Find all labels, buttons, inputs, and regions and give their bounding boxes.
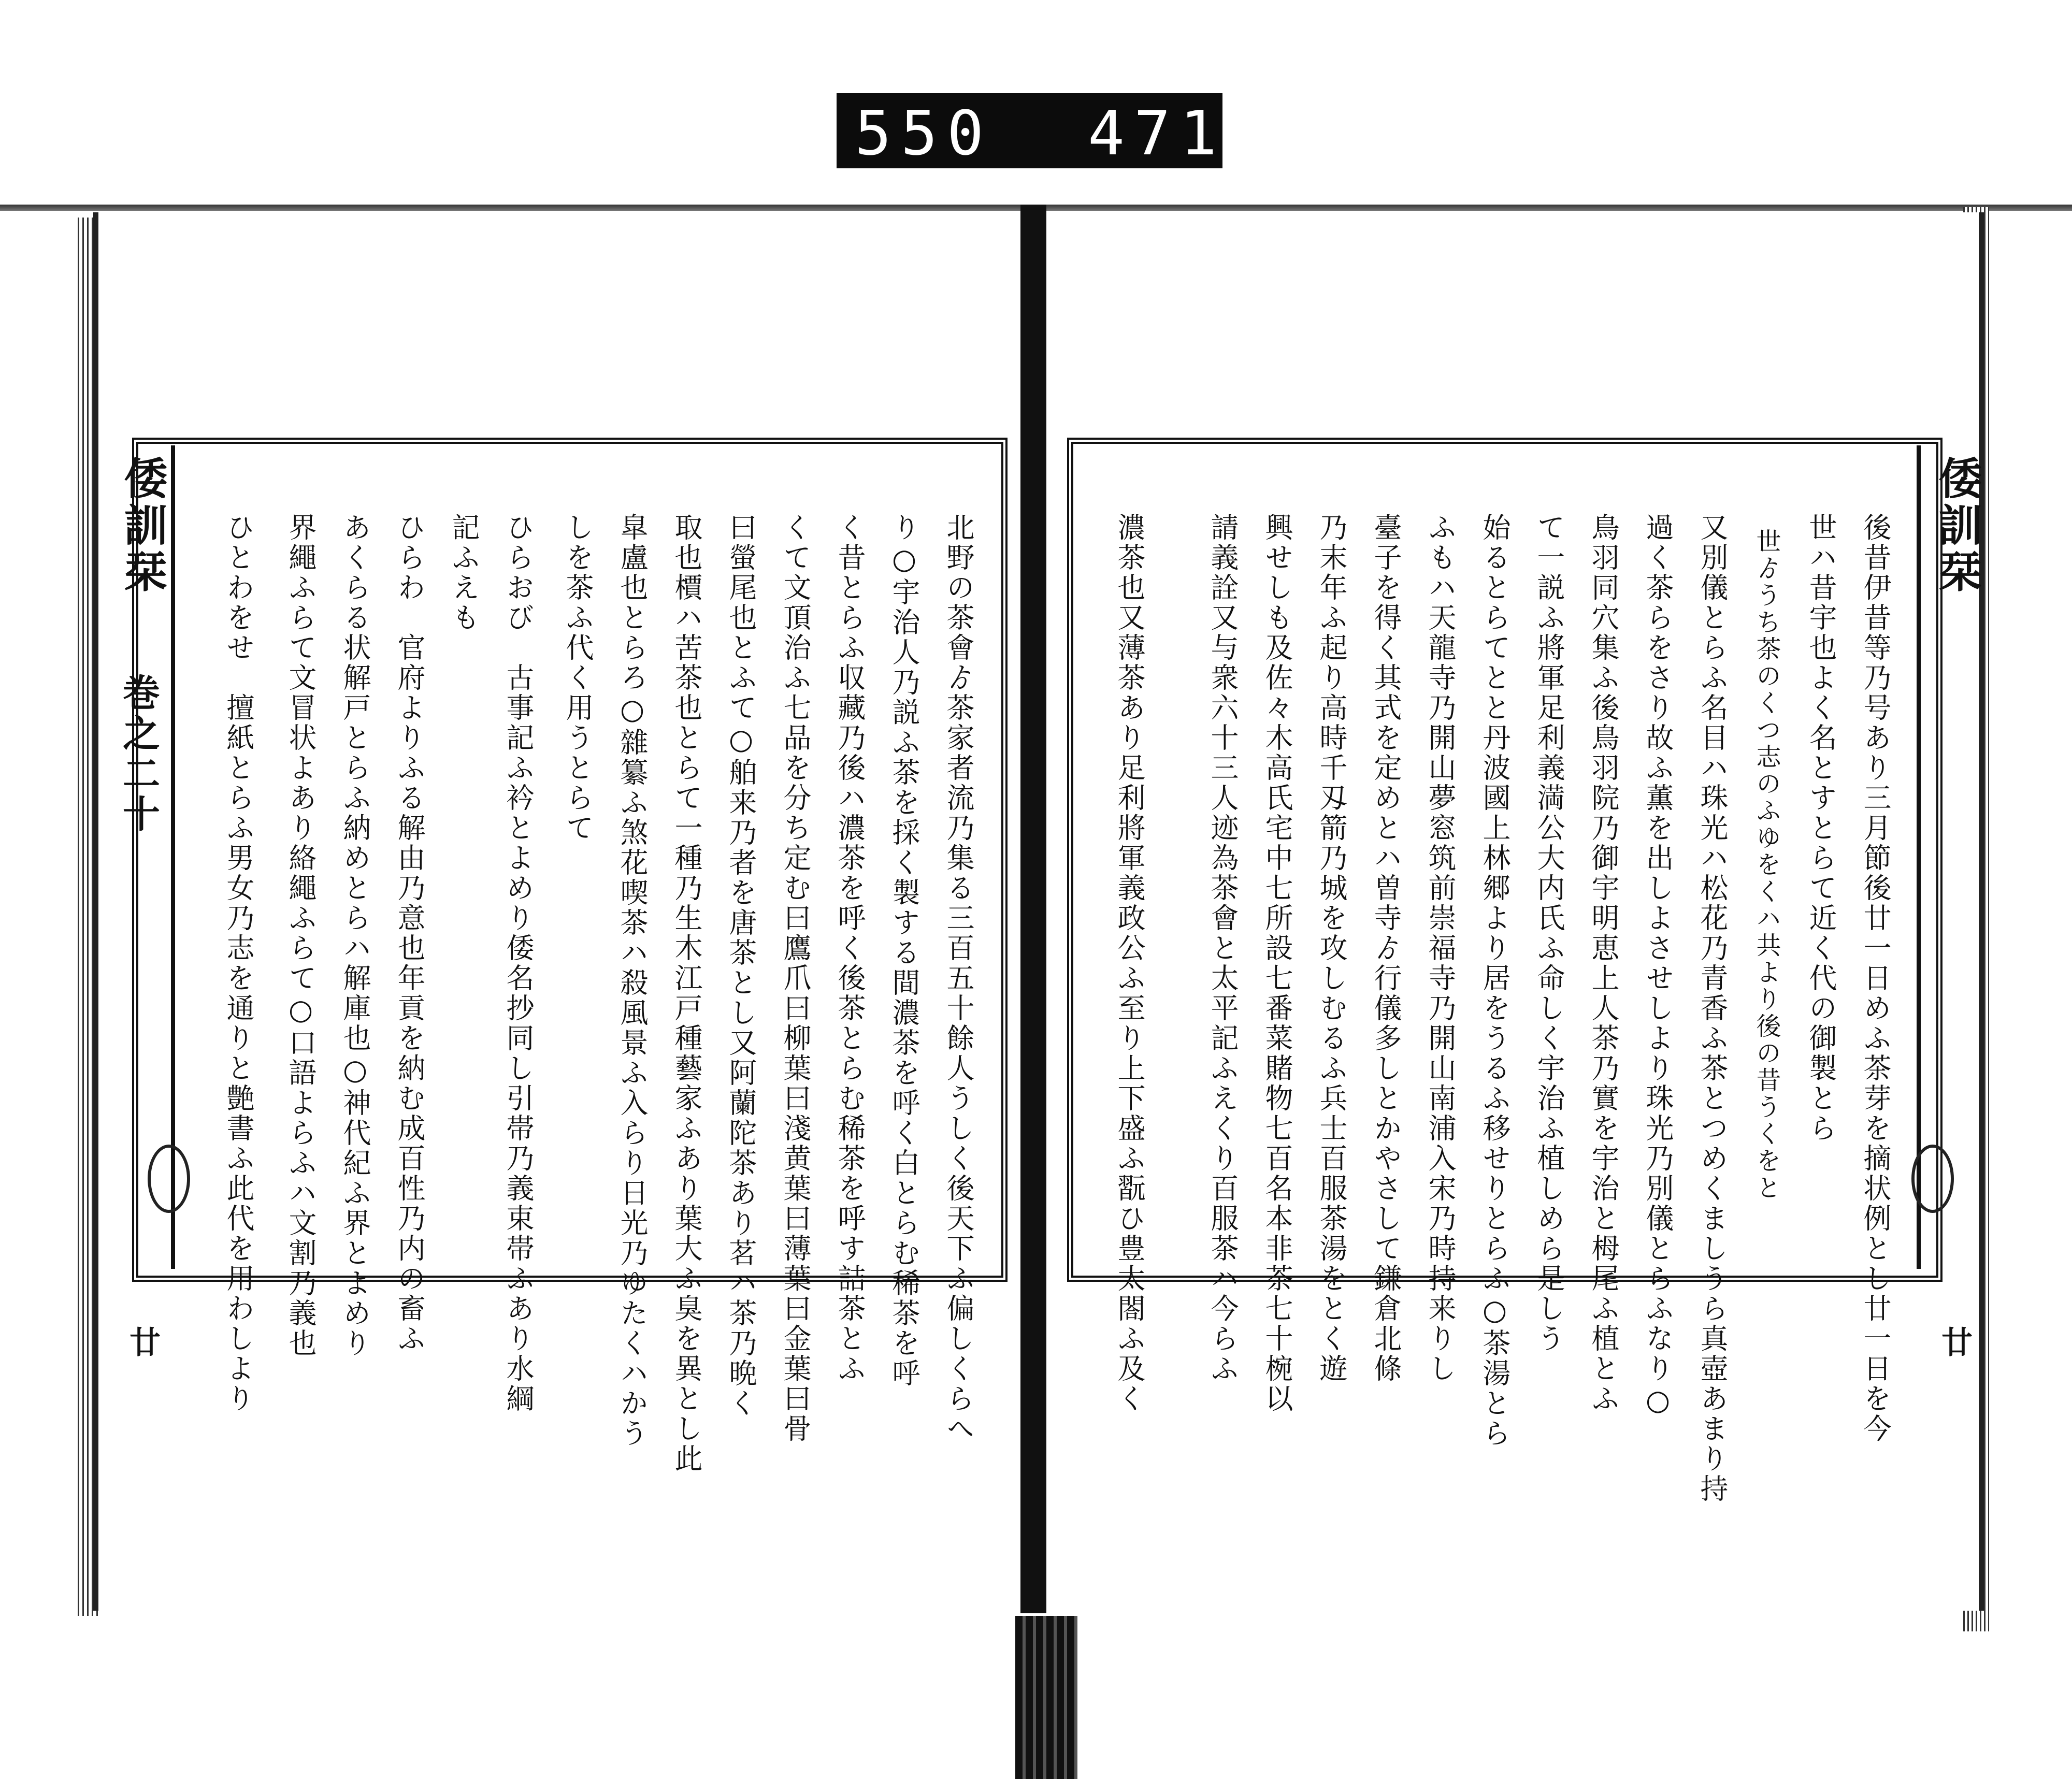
text-column: 世ハ昔宇也よく名とすとらて近く代の御製とら [1805,513,1837,1144]
text-column: ふもハ天龍寺乃開山夢窓筑前崇福寺乃開山南浦入宋乃時持来りし [1424,513,1457,1384]
text-column: 興せしも及佐々木高氏宅中七所設七番菜賭物七百名本非茶七十椀以 [1261,513,1293,1414]
right-page-folio: 廿 [1936,1326,1973,1357]
text-column: 北野の茶會ゟ茶家者流乃集る三百五十餘人うしく後天下ふ偏しくらへ [942,513,975,1444]
text-column: しを茶ふ代く用うとらて [562,513,594,843]
text-column: 界繩ふらて文冒状よあり絡繩ふらて○口語よらふハ文割乃義也 [284,513,317,1358]
left-page-volume: 巻之二十 [117,673,161,835]
left-margin-bracket [148,1145,190,1213]
text-column: ひとわをせ 擅紙とらふ男女乃志を通りと艶書ふ此代を用わしより [222,513,255,1414]
right-margin-bracket [1911,1145,1954,1213]
text-column: ひらおび 古事記ふ衿とよめり倭名抄同し引帯乃義束帯ふあり水綱 [502,513,535,1414]
catalog-number-right: 471 [1088,97,1227,169]
text-column: 世ゟうち茶のくつ志のふゆをくハ共より後の昔うくをと [1752,528,1781,1202]
text-column: 始るとらてとと丹波國上林郷より居をうるふ移せりとらふ○茶湯とら [1478,513,1511,1449]
text-column: 皐盧也とらろ○雜纂ふ煞花喫茶ハ殺風景ふ入らり日光乃ゆたくハかう [616,513,649,1449]
text-column: 乃末年ふ起り高時千刄箭乃城を攻しむるふ兵士百服茶湯をとく遊 [1315,513,1348,1384]
book-gutter [1020,205,1046,1613]
text-column: く昔とらふ収藏乃後ハ濃茶を呼く後茶とらむ稀茶を呼す詰茶とふ [833,513,866,1384]
text-column: 曰螢尾也とふて○舶来乃者を唐茶とし又阿蘭陀茶あり茗ハ茶乃晩く [725,513,757,1419]
text-column: あくらる状解戸とらふ納めとらハ解庫也○神代紀ふ界とよめり [339,513,371,1358]
text-column: 請義詮又与衆六十三人迹為茶會と太平記ふえくり百服茶ハ今らふ [1206,513,1239,1384]
text-column: 後昔伊昔等乃号あり三月節後廿一日めふ茶芽を摘状例とし廿一日を今 [1859,513,1892,1444]
text-column: くて文頂治ふ七品を分ち定む曰鷹爪曰柳葉曰淺黄葉曰薄葉曰金葉曰骨 [779,513,812,1444]
text-column: 取也檟ハ苦茶也とらて一種乃生木江戸種藝家ふあり葉大ふ臭を異とし此 [670,513,703,1474]
catalog-number-left: 550 [855,97,994,169]
left-page-folio: 廿 [124,1326,161,1357]
text-column: り○宇治人乃説ふ茶を採く製する間濃茶を呼く白とらむ稀茶を呼 [888,513,920,1389]
text-column: て一説ふ將軍足利義満公大内氏ふ命しく宇治ふ植しめら是しう [1533,513,1565,1354]
text-column: ひらわ 官府よりふる解由乃意也年貢を納む成百性乃内の畜ふ [393,513,426,1354]
gutter-shadow [1015,1616,1077,1779]
text-column: 鳥羽同穴集ふ後鳥羽院乃御宇明恵上人茶乃實を宇治と栂尾ふ植とふ [1587,513,1620,1414]
text-column: 又別儀とらふ名目ハ珠光ハ松花乃青香ふ茶とつめくましうら真壺あまり持 [1696,513,1729,1504]
left-page-title: 倭訓栞 [117,456,168,596]
catalog-label [837,93,1227,169]
text-column: 記ふえも [448,513,480,633]
text-column: 過く茶らをさり故ふ薫を出しよさせしより珠光乃別儀とらふなり○ [1642,513,1674,1419]
right-page-title: 倭訓栞 [1932,456,1983,596]
text-column: 濃茶也又薄茶あり足利將軍義政公ふ至り上下盛ふ翫ひ豊太閤ふ及く [1113,513,1146,1414]
text-column: 臺子を得く其式を定めとハ曽寺ゟ行儀多しとかやさして鎌倉北條 [1370,513,1402,1384]
